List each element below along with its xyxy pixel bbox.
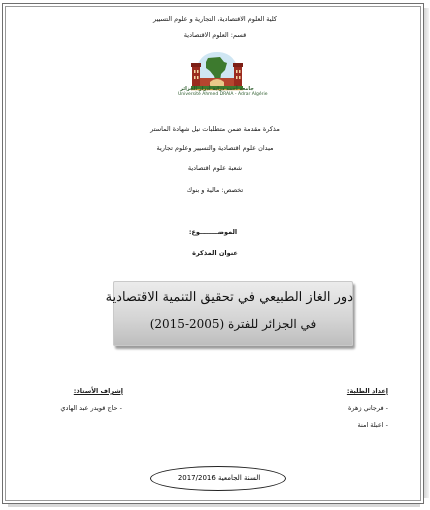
specialty-name: تخصص: مالية و بنوك (186, 186, 244, 194)
academic-year-oval (150, 466, 286, 491)
subject-label: الموضــــــــوع: (188, 228, 238, 236)
logo-caption-latin: Université Ahmed DRAIA - Adrar Algérie (178, 92, 268, 97)
memo-title-label: عنوان المذكرة (192, 249, 238, 257)
thesis-title-box (105, 281, 353, 346)
students-label: إعداد الطلبة: (346, 387, 388, 395)
supervisor-label: إشراف الأستاذ: (73, 387, 123, 395)
student-name-1: - فرجاني زهرة (348, 404, 388, 412)
thesis-title-line-1: دور الغاز الطبيعي في تحقيق التنمية الاقتصادية (105, 290, 353, 305)
student-name-2: - اعبلة امنة (357, 421, 388, 429)
thesis-title-line-2: في الجزائر للفترة (2005-2015) (149, 317, 317, 331)
branch-name: شعبة علوم اقتصادية (187, 164, 243, 172)
academic-year: السنة الجامعية 2017/2016 (177, 474, 261, 482)
department-name: قسم: العلوم الاقتصادية (183, 31, 247, 39)
logo-caption-arabic: جامعة أحمد دراية أدرار الجزائر (180, 86, 254, 92)
field-of-study: ميدان علوم اقتصادية والتسيير وعلوم تجارية (156, 144, 274, 152)
memo-description: مذكرة مقدمة ضمن متطلبات نيل شهادة الماستر (150, 125, 280, 133)
supervisor-name: - حاج قويدر عبد الهادي (60, 404, 122, 412)
faculty-name: كلية العلوم الاقتصادية، التجارية و علوم التسيير (153, 15, 277, 23)
